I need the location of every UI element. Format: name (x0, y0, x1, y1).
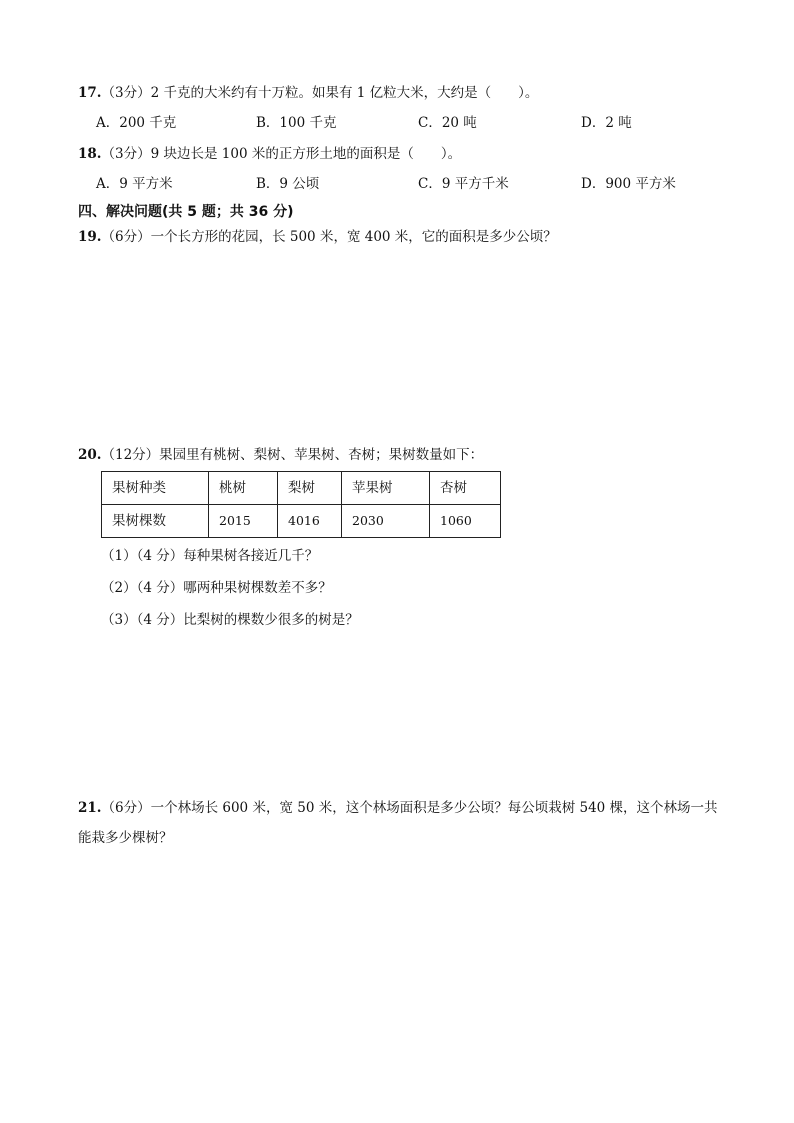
table-header-cell: 桃树 (209, 472, 278, 505)
question-20-sub-3: （3）（4 分）比梨树的棵数少很多的树是？ (101, 612, 359, 628)
question-17 (78, 84, 538, 102)
question-18-number: 18. (78, 146, 102, 162)
question-20-number: 20. (78, 447, 102, 463)
table-cell: 1060 (430, 505, 501, 538)
question-17-number: 17. (78, 85, 102, 101)
question-18-option-b: B．9 公顷 (256, 176, 320, 192)
question-20-sub-1: （1）（4 分）每种果树各接近几千？ (101, 548, 319, 564)
fruit-tree-table (101, 471, 501, 538)
question-20-sub-2: （2）（4 分）哪两种果树棵数差不多？ (101, 580, 332, 596)
table-row (102, 505, 501, 538)
question-21-text-line-2: 能栽多少棵树？ (78, 830, 173, 846)
question-19 (78, 228, 557, 246)
question-21-text-line-1: （6分）一个林场长 600 米，宽 50 米，这个林场面积是多少公顷？每公顷栽树 540 棵，这个林场一共 (101, 800, 718, 816)
table-header-cell: 杏树 (430, 472, 501, 505)
question-20-text: （12分）果园里有桃树、梨树、苹果树、杏树；果树数量如下： (101, 447, 484, 463)
question-18-text: （3分）9 块边长是 100 米的正方形土地的面积是（ ）。 (101, 146, 462, 162)
question-17-option-c: C．20 吨 (418, 115, 477, 131)
table-cell: 2015 (209, 505, 278, 538)
question-19-text: （6分）一个长方形的花园，长 500 米，宽 400 米，它的面积是多少公顷？ (101, 229, 557, 245)
question-17-option-d: D．2 吨 (581, 115, 632, 131)
table-header-cell: 苹果树 (342, 472, 430, 505)
question-21 (78, 799, 718, 817)
table-cell: 果树棵数 (102, 505, 209, 538)
question-17-option-a: A．200 千克 (96, 115, 177, 131)
section-4-title: 四、解决问题(共 5 题；共 36 分) (78, 204, 294, 220)
question-18 (78, 145, 461, 163)
question-17-text: （3分）2 千克的大米约有十万粒。如果有 1 亿粒大米，大约是（ ）。 (101, 85, 539, 101)
table-header-cell: 梨树 (278, 472, 342, 505)
table-header-cell: 果树种类 (102, 472, 209, 505)
question-18-option-d: D．900 平方米 (581, 176, 676, 192)
question-18-option-c: C．9 平方千米 (418, 176, 509, 192)
question-19-number: 19. (78, 229, 102, 245)
table-cell: 2030 (342, 505, 430, 538)
question-21-number: 21. (78, 800, 102, 816)
table-cell: 4016 (278, 505, 342, 538)
question-18-option-a: A．9 平方米 (96, 176, 173, 192)
question-17-option-b: B．100 千克 (256, 115, 337, 131)
question-20 (78, 446, 483, 464)
table-row (102, 472, 501, 505)
